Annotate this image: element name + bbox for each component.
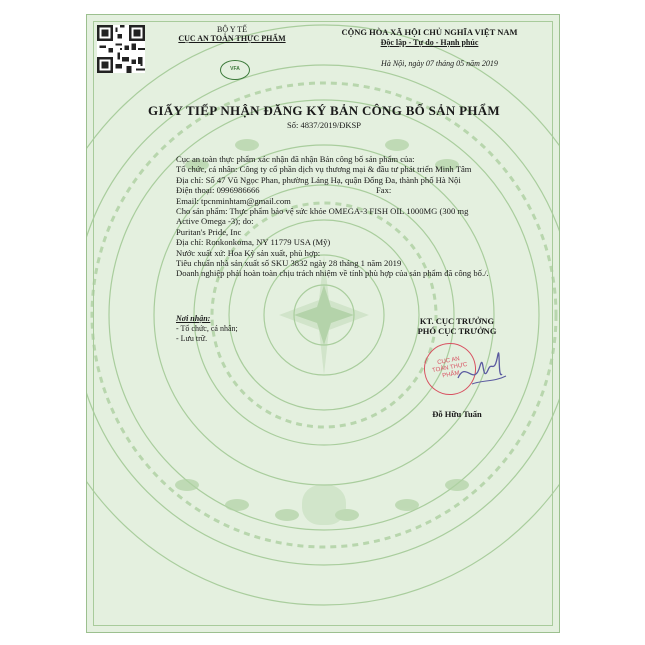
signer-name: Đỗ Hữu Tuấn <box>432 409 482 419</box>
recipient-item: - Lưu trữ. <box>176 334 208 343</box>
recipient-item: - Tổ chức, cá nhân; <box>176 324 238 333</box>
fax-line: Fax: <box>376 185 392 196</box>
handwritten-signature <box>452 340 512 400</box>
issuer-header <box>157 25 307 43</box>
organization-line: Tổ chức, cá nhân: Công ty cổ phần dịch vụ thương mại & đầu tư phát triển Minh Tâm <box>176 164 472 175</box>
signer-title-2: PHÓ CỤC TRƯỞNG <box>417 326 497 336</box>
department-name: CỤC AN TOÀN THỰC PHẨM <box>178 34 286 43</box>
email-line: Email: tpcnminhtam@gmail.com <box>176 195 291 206</box>
national-motto: Độc lập - Tự do - Hạnh phúc <box>380 38 479 47</box>
document-title: GIẤY TIẾP NHẬN ĐĂNG KÝ BẢN CÔNG BỐ SẢN PHẨM <box>147 103 500 118</box>
republic-name: CỘNG HÒA XÃ HỘI CHỦ NGHĨA VIỆT NAM <box>341 27 518 37</box>
responsibility-line: Doanh nghiệp phải hoàn toàn chịu trách nhiệm về tính phù hợp của sản phẩm đã công bố./. <box>176 268 489 279</box>
origin-line: Nước xuất xứ: Hoa Kỳ sản xuất, phù hợp: <box>176 247 321 258</box>
qr-code <box>97 25 145 73</box>
phone-line: Điện thoại: 0996986666 <box>176 185 260 196</box>
vfa-logo: VFA <box>220 60 250 80</box>
product-line-1: Cho sản phẩm: Thực phẩm bảo vệ sức khỏe OMEGA-3 FISH OIL 1000MG (300 mg <box>176 206 469 217</box>
declaration-content <box>176 154 546 279</box>
document-number: Số: 4837/2019/ĐKSP <box>287 120 361 130</box>
recipients-heading: Nơi nhận: <box>176 314 211 323</box>
contact-line <box>176 185 546 195</box>
ministry-name: BỘ Y TẾ <box>217 25 247 34</box>
manufacturer-address: Địa chỉ: Ronkonkoma, NY 11779 USA (Mỹ) <box>176 237 331 248</box>
standard-line: Tiêu chuẩn nhà sản xuất số SKU 3832 ngày 28 tháng 1 năm 2019 <box>176 258 402 269</box>
recipients-block <box>176 314 238 344</box>
seal-text: CỤC AN TOÀN THỰC PHẨM <box>431 356 468 380</box>
national-header <box>307 27 552 68</box>
signer-title-1: KT. CỤC TRƯỞNG <box>419 316 495 326</box>
intro-line: Cục an toàn thực phẩm xác nhận đã nhận Bản công bố sản phẩm của: <box>176 154 415 164</box>
issue-date: Hà Nội, ngày 07 tháng 05 năm 2019 <box>381 59 498 68</box>
signature-block <box>382 316 532 336</box>
manufacturer-line: Puritan's Pride, Inc <box>176 226 242 237</box>
address-line: Địa chỉ: Số 47 Vũ Ngọc Phan, phường Láng Hạ, quận Đống Đa, thành phố Hà Nội <box>176 174 461 185</box>
product-line-2: Active Omega -3); do: <box>176 216 254 227</box>
